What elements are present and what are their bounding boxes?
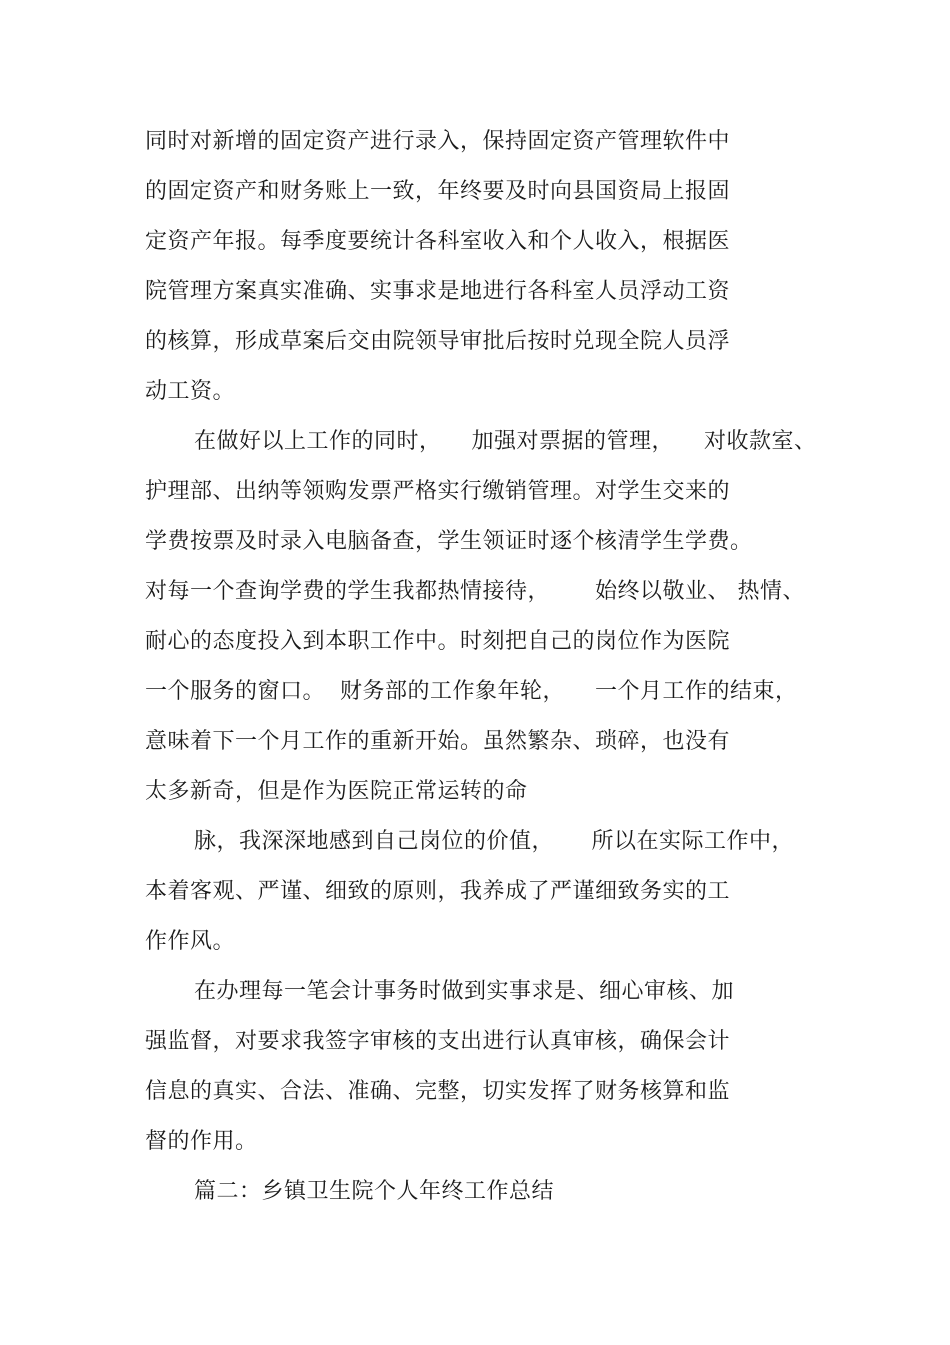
text-line: 护理部、出纳等领购发票严格实行缴销管理。对学生交来的	[145, 479, 731, 504]
text-line: 耐心的态度投入到本职工作中。时刻把自己的岗位作为医院	[145, 629, 731, 654]
text-line: 脉，我深深地感到自己岗位的价值， 所以在实际工作中，	[194, 829, 794, 854]
text-line: 信息的真实、合法、准确、完整，切实发挥了财务核算和监	[145, 1079, 731, 1104]
text-line: 院管理方案真实准确、实事求是地进行各科室人员浮动工资	[145, 279, 731, 304]
section-heading: 篇二：乡镇卫生院个人年终工作总结	[194, 1179, 555, 1204]
text-line: 一个服务的窗口。 财务部的工作象年轮， 一个月工作的结束，	[145, 679, 798, 704]
text-line: 动工资。	[145, 379, 236, 404]
text-line: 的核算，形成草案后交由院领导审批后按时兑现全院人员浮	[145, 329, 731, 354]
text-line: 在做好以上工作的同时， 加强对票据的管理， 对收款室、	[194, 429, 817, 454]
text-line: 对每一个查询学费的学生我都热情接待， 始终以敬业、 热情、	[145, 579, 805, 604]
text-line: 太多新奇，但是作为医院正常运转的命	[145, 779, 528, 804]
text-line: 督的作用。	[145, 1129, 258, 1154]
text-line: 本着客观、严谨、细致的原则，我养成了严谨细致务实的工	[145, 879, 731, 904]
text-line: 强监督，对要求我签字审核的支出进行认真审核，确保会计	[145, 1029, 731, 1054]
text-line: 在办理每一笔会计事务时做到实事求是、细心审核、加	[194, 979, 735, 1004]
text-line: 的固定资产和财务账上一致，年终要及时向县国资局上报固	[145, 179, 731, 204]
text-line: 学费按票及时录入电脑备查，学生领证时逐个核清学生学费。	[145, 529, 753, 554]
text-line: 同时对新增的固定资产进行录入，保持固定资产管理软件中	[145, 129, 731, 154]
text-line: 定资产年报。每季度要统计各科室收入和个人收入，根据医	[145, 229, 731, 254]
text-line: 作作风。	[145, 929, 236, 954]
text-line: 意味着下一个月工作的重新开始。虽然繁杂、琐碎，也没有	[145, 729, 731, 754]
